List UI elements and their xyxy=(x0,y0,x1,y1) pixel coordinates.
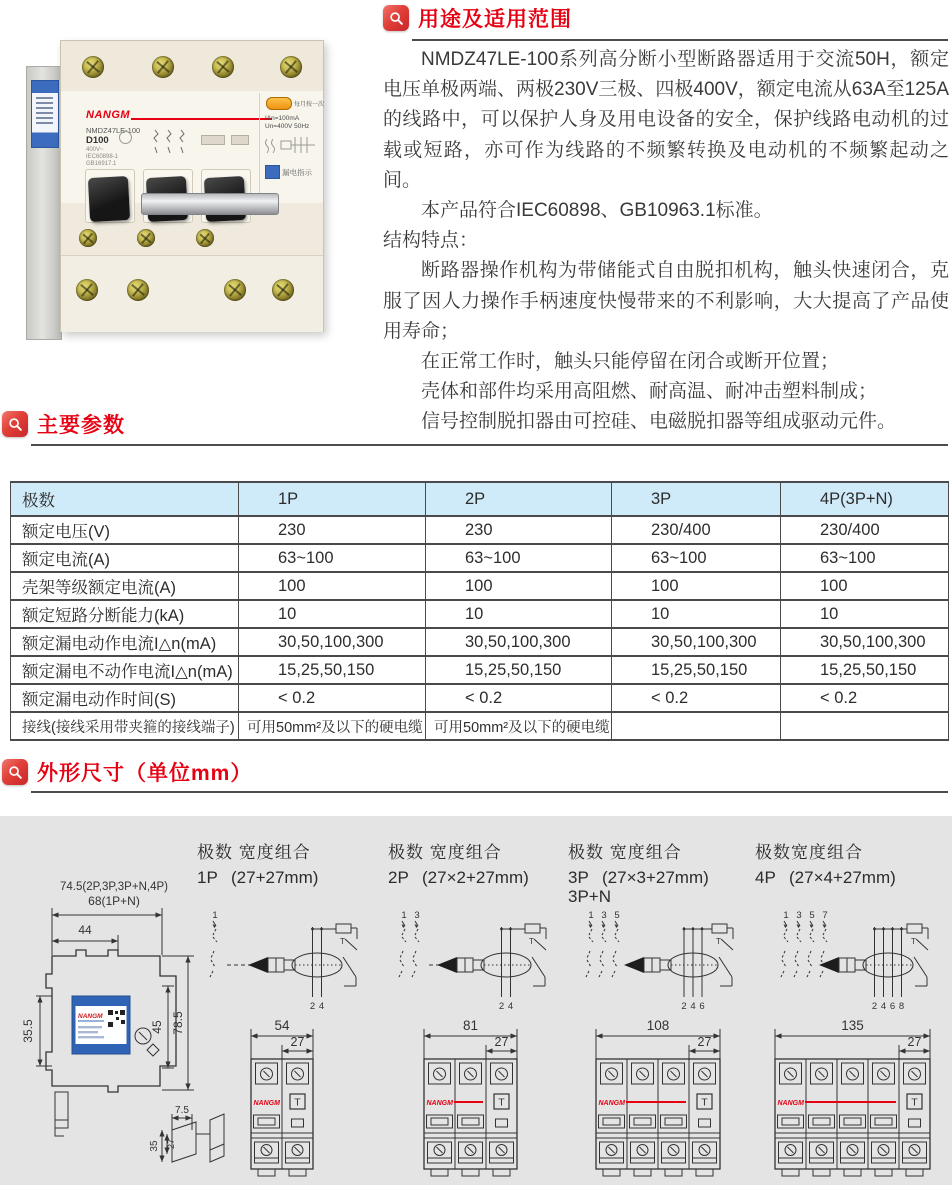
front-view-svg xyxy=(419,1019,522,1179)
table-header-cell: 1P xyxy=(239,482,426,516)
svg-text:T: T xyxy=(340,937,345,946)
table-cell: < 0.2 xyxy=(426,684,612,712)
current-rating: D100 xyxy=(86,135,109,146)
svg-text:6: 6 xyxy=(699,1001,705,1012)
dimension-group-1p xyxy=(197,843,367,1179)
schematic-svg xyxy=(773,909,933,1017)
table-cell: 100 xyxy=(239,572,426,600)
usage-paragraph: 信号控制脱扣器由可控硅、电磁脱扣器等组成驱动元件。 xyxy=(421,411,897,433)
group-header: 极数 宽度组合 xyxy=(388,843,502,862)
front-view-1p xyxy=(197,1019,367,1179)
front-view-3p xyxy=(568,1019,748,1179)
leakage-indicator-label: 漏电指示 xyxy=(282,168,312,177)
svg-text:27: 27 xyxy=(697,1035,712,1049)
table-header-cell: 极数 xyxy=(11,482,239,516)
row-label-cell: 额定短路分断能力(kA) xyxy=(11,600,239,628)
table-cell: < 0.2 xyxy=(239,684,426,712)
svg-text:45: 45 xyxy=(150,1020,164,1034)
spec-text xyxy=(86,147,118,168)
svg-text:NANGM: NANGM xyxy=(777,1100,804,1107)
front-view-2p xyxy=(388,1019,553,1179)
svg-text:4: 4 xyxy=(690,1001,696,1012)
table-cell: 100 xyxy=(781,572,949,600)
schematic-svg xyxy=(391,909,551,1017)
screw xyxy=(152,56,174,78)
front-view-svg xyxy=(246,1019,318,1179)
table-cell: 30,50,100,300 xyxy=(612,628,781,656)
magnifier-icon xyxy=(2,411,28,437)
cert-seal xyxy=(119,131,132,144)
usage-paragraphs xyxy=(383,45,949,438)
svg-text:35.5: 35.5 xyxy=(21,1019,35,1043)
svg-text:5: 5 xyxy=(614,910,620,921)
table-cell: 100 xyxy=(612,572,781,600)
svg-text:2: 2 xyxy=(309,1001,316,1012)
svg-text:35: 35 xyxy=(149,1140,160,1152)
group-header: 极数 宽度组合 xyxy=(568,843,682,862)
screw xyxy=(272,279,294,301)
row-label-cell: 接线(接线采用带夹箍的接线端子) xyxy=(11,712,239,740)
svg-text:NANGM: NANGM xyxy=(253,1100,280,1107)
svg-text:44: 44 xyxy=(78,923,92,937)
row-label-cell: 壳架等级额定电流(A) xyxy=(11,572,239,600)
section-title: 主要参数 xyxy=(37,414,125,437)
svg-text:4: 4 xyxy=(880,1001,886,1012)
group-header: 极数 宽度组合 xyxy=(197,843,311,862)
pole-label: 1P xyxy=(197,868,218,887)
leakage-spec-line1: IΔn=100mA xyxy=(265,115,300,122)
svg-text:27: 27 xyxy=(290,1035,305,1049)
table-cell: 100 xyxy=(426,572,612,600)
screw xyxy=(224,279,246,301)
svg-text:78.5: 78.5 xyxy=(171,1011,185,1035)
svg-text:T: T xyxy=(910,937,916,946)
svg-text:5: 5 xyxy=(808,910,815,921)
pole-label: 4P xyxy=(755,868,776,887)
row-label-cell: 额定漏电动作时间(S) xyxy=(11,684,239,712)
svg-text:T: T xyxy=(716,937,721,946)
table-cell: 30,50,100,300 xyxy=(781,628,949,656)
svg-text:7: 7 xyxy=(821,910,828,921)
svg-text:1: 1 xyxy=(212,910,218,921)
pole-label: 2P xyxy=(388,868,409,887)
svg-text:2: 2 xyxy=(498,1001,504,1012)
table-header-cell: 3P xyxy=(612,482,781,516)
table-cell: < 0.2 xyxy=(781,684,949,712)
table-cell: 15,25,50,150 xyxy=(781,656,949,684)
dimensions-panel xyxy=(0,816,952,1185)
width-formula: (27×4+27mm) xyxy=(789,868,896,887)
screw xyxy=(212,56,234,78)
table-cell: 63~100 xyxy=(781,544,949,572)
brand-underline xyxy=(131,118,272,120)
svg-text:T: T xyxy=(528,937,534,946)
front-view-svg xyxy=(591,1019,725,1179)
group-header: 极数宽度组合 xyxy=(755,843,863,862)
usage-paragraph: 断路器操作机构为带储能式自由脱扣机构，触头快速闭合，克服了因人力操作手柄速度快慢带来的不利影响，大大提高了产品使用寿命； xyxy=(383,260,949,342)
section-title: 外形尺寸（单位mm） xyxy=(37,762,253,785)
table-cell xyxy=(612,712,781,740)
svg-text:68(1P+N): 68(1P+N) xyxy=(88,894,140,908)
pole-label: 3P xyxy=(568,868,589,887)
table-cell: < 0.2 xyxy=(612,684,781,712)
circuit-schematic-1p xyxy=(197,909,367,1019)
table-cell: 15,25,50,150 xyxy=(239,656,426,684)
width-formula: (27×3+27mm) xyxy=(602,868,709,887)
group-extra-line xyxy=(197,887,367,907)
spec-line: IEC60898-1 xyxy=(86,154,119,160)
section-rule xyxy=(412,39,948,41)
model-number: NMDZ47LE-100 xyxy=(86,126,141,135)
usage-paragraph: 壳体和部件均采用高阻燃、耐高温、耐冲击塑料制成； xyxy=(421,381,878,403)
svg-text:135: 135 xyxy=(841,1019,864,1033)
width-formula: (27×2+27mm) xyxy=(422,868,529,887)
dimension-group-4p xyxy=(755,843,950,1179)
leakage-spec-line2: Un=400V 50Hz xyxy=(265,123,310,130)
dimensions-section-header xyxy=(2,757,252,787)
table-cell: 10 xyxy=(426,600,612,628)
table-cell: 可用50mm²及以下的硬电缆 xyxy=(426,712,612,740)
svg-text:27: 27 xyxy=(907,1035,922,1049)
svg-text:1: 1 xyxy=(782,910,789,921)
section-title: 用途及适用范围 xyxy=(418,8,572,31)
section-rule xyxy=(31,444,948,446)
svg-text:T: T xyxy=(701,1096,708,1109)
svg-text:8: 8 xyxy=(898,1001,904,1012)
svg-text:T: T xyxy=(911,1096,918,1109)
screw xyxy=(82,56,104,78)
table-cell: 10 xyxy=(239,600,426,628)
svg-text:T: T xyxy=(498,1096,505,1109)
table-cell: 63~100 xyxy=(239,544,426,572)
schematic-svg xyxy=(202,909,362,1017)
table-cell: 63~100 xyxy=(426,544,612,572)
group-extra-line xyxy=(755,887,950,907)
table-cell xyxy=(781,712,949,740)
magnifier-icon xyxy=(383,5,409,31)
table-cell: 230 xyxy=(426,516,612,544)
dimension-group-2p xyxy=(388,843,553,1179)
svg-text:NANGM: NANGM xyxy=(598,1100,625,1107)
table-cell: 15,25,50,150 xyxy=(426,656,612,684)
indicator-window xyxy=(231,135,249,145)
table-cell: 10 xyxy=(612,600,781,628)
section-rule xyxy=(31,791,948,793)
svg-text:4: 4 xyxy=(318,1001,325,1012)
group-pole-line xyxy=(388,868,553,887)
svg-text:81: 81 xyxy=(462,1019,479,1033)
screw xyxy=(137,229,155,247)
group-pole-line xyxy=(197,868,367,887)
svg-text:2: 2 xyxy=(681,1001,687,1012)
svg-text:54: 54 xyxy=(274,1019,290,1033)
svg-text:T: T xyxy=(294,1096,301,1109)
screw xyxy=(280,56,302,78)
magnifier-icon xyxy=(2,759,28,785)
svg-text:27: 27 xyxy=(166,1138,176,1150)
table-cell: 230/400 xyxy=(781,516,949,544)
handle-link-bar xyxy=(141,193,279,215)
table-cell: 230 xyxy=(239,516,426,544)
table-header-cell: 4P(3P+N) xyxy=(781,482,949,516)
svg-text:NANGM: NANGM xyxy=(426,1100,453,1107)
usage-paragraph: NMDZ47LE-100系列高分断小型断路器适用于交流50H，额定电压单极两端、两极230V三极、四极400V，额定电流从63A至125A的线路中，可以保护人身及用电设备的安全，保护线路电动机的过载或短路，亦可作为线路的不频繁转换及电动机的不频繁起动之间。 xyxy=(383,49,949,191)
row-label-cell: 额定电压(V) xyxy=(11,516,239,544)
row-label-cell: 额定电流(A) xyxy=(11,544,239,572)
front-view-4p xyxy=(755,1019,950,1179)
usage-paragraph: 在正常工作时，触头只能停留在闭合或断开位置； xyxy=(421,351,840,373)
table-cell: 15,25,50,150 xyxy=(612,656,781,684)
spec-line: GB16917.1 xyxy=(86,161,117,167)
svg-text:4: 4 xyxy=(507,1001,513,1012)
test-button xyxy=(266,97,292,110)
usage-paragraph: 本产品符合IEC60898、GB10963.1标准。 xyxy=(421,200,773,222)
table-cell: 63~100 xyxy=(612,544,781,572)
svg-text:2: 2 xyxy=(871,1001,877,1012)
monthly-test-note: 每月按一次 xyxy=(294,102,325,108)
table-cell: 30,50,100,300 xyxy=(426,628,612,656)
svg-text:6: 6 xyxy=(889,1001,895,1012)
circuit-schematic-4p xyxy=(755,909,950,1019)
circuit-schematic-3p xyxy=(568,909,748,1019)
svg-text:3: 3 xyxy=(795,910,802,921)
row-label-cell: 额定漏电动作电流I△n(mA) xyxy=(11,628,239,656)
svg-text:3: 3 xyxy=(413,910,420,921)
screw xyxy=(196,229,214,247)
wiring-diagram-icon xyxy=(263,133,319,159)
svg-text:7.5: 7.5 xyxy=(175,1105,189,1116)
breaker-handle xyxy=(88,176,130,222)
parameters-table xyxy=(10,481,949,741)
breaker-body xyxy=(60,40,324,332)
svg-text:3: 3 xyxy=(601,910,607,921)
group-pole-line xyxy=(568,868,748,887)
front-view-svg xyxy=(770,1019,935,1179)
phase-markings-icon xyxy=(149,127,191,157)
table-cell: 可用50mm²及以下的硬电缆 xyxy=(239,712,426,740)
indicator-window xyxy=(201,135,225,145)
screw xyxy=(127,279,149,301)
group-extra-line xyxy=(388,887,553,907)
dimension-group-3p xyxy=(568,843,748,1179)
width-formula: (27+27mm) xyxy=(231,868,319,887)
row-label-cell: 额定漏电不动作电流I△n(mA) xyxy=(11,656,239,684)
usage-paragraph: 结构特点： xyxy=(383,230,479,252)
circuit-schematic-2p xyxy=(388,909,553,1019)
table-cell: 10 xyxy=(781,600,949,628)
group-extra-line: 3P+N xyxy=(568,887,611,906)
usage-section-header xyxy=(383,3,572,33)
screw xyxy=(76,279,98,301)
svg-text:1: 1 xyxy=(588,910,594,921)
params-section-header xyxy=(2,409,125,439)
svg-text:27: 27 xyxy=(494,1035,509,1049)
spec-line: 400V~ xyxy=(86,147,104,153)
svg-text:74.5(2P,3P,3P+N,4P): 74.5(2P,3P,3P+N,4P) xyxy=(60,881,168,893)
brand-logo: NANGM xyxy=(86,109,131,121)
parameters-table-wrap xyxy=(10,481,948,741)
screw xyxy=(79,229,97,247)
schematic-svg xyxy=(578,909,738,1017)
group-pole-line xyxy=(755,868,950,887)
module-divider xyxy=(259,93,260,201)
side-label-sticker xyxy=(31,80,59,148)
leakage-indicator-square xyxy=(265,165,280,179)
svg-text:108: 108 xyxy=(646,1019,670,1033)
svg-text:1: 1 xyxy=(400,910,407,921)
table-cell: 230/400 xyxy=(612,516,781,544)
svg-text:NANGM: NANGM xyxy=(78,1013,103,1020)
table-header-cell: 2P xyxy=(426,482,612,516)
table-cell: 30,50,100,300 xyxy=(239,628,426,656)
product-photo xyxy=(26,26,360,344)
